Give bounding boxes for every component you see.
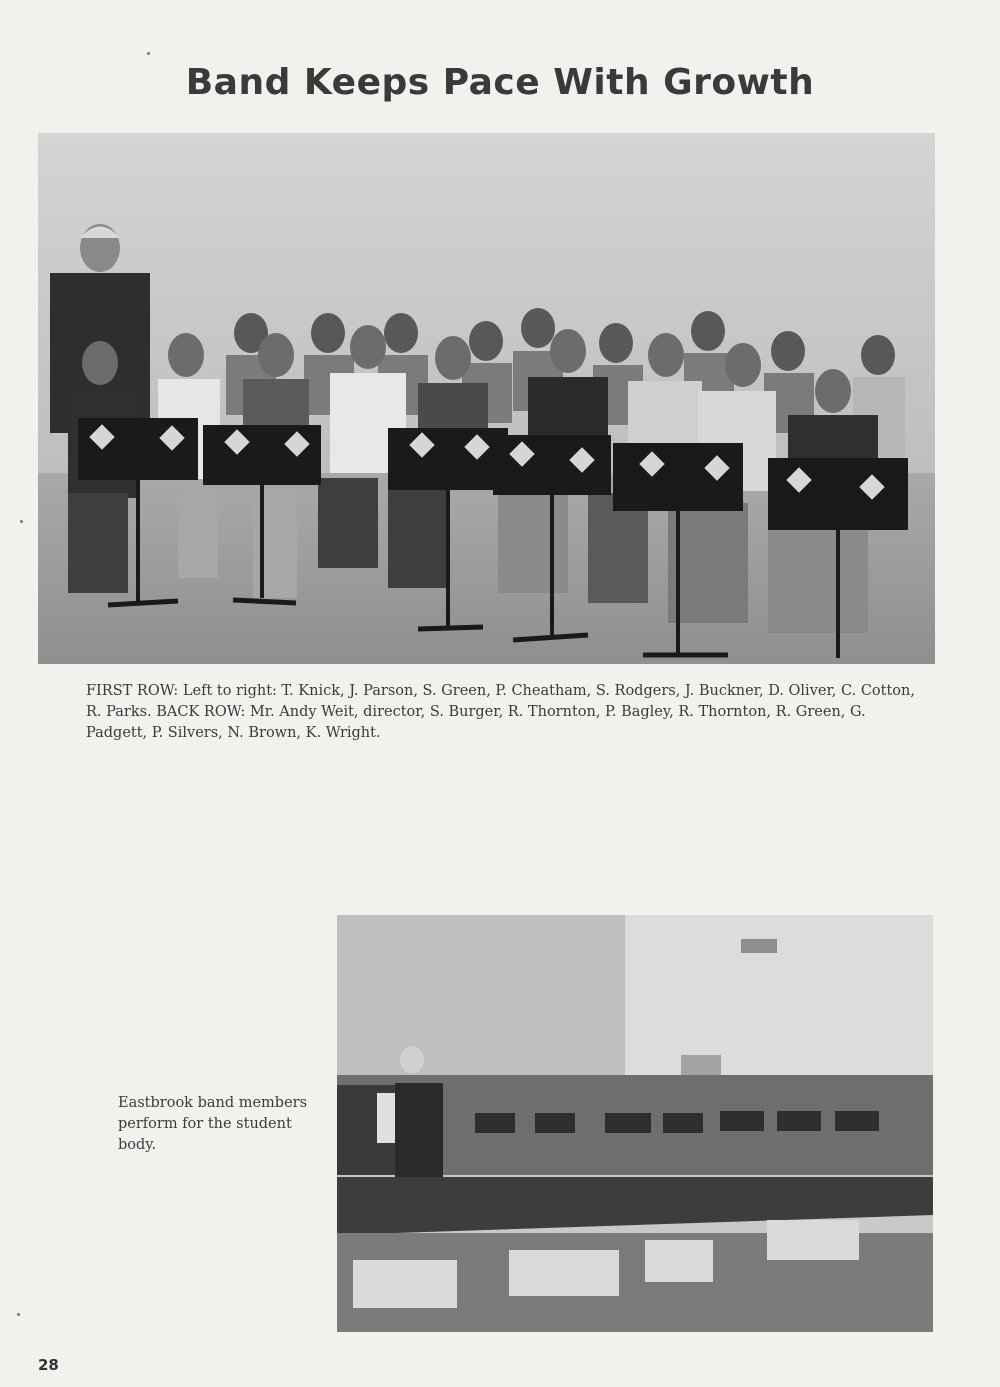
- stage-performance-photo: [337, 915, 933, 1332]
- band-group-caption: FIRST ROW: Left to right: T. Knick, J. Parson, S. Green, P. Cheatham, S. Rodgers, J. Buckner, D. Oliver, C. Cotton, R. Parks. BACK ROW: Mr. Andy Weit, director, S. Burger, R. Thornton, P. Bagley, R. Thornton, R. Green, G. Padgett, P. Silvers, N. Brown, K. Wright.: [86, 683, 915, 741]
- band-group-photo-image: [38, 133, 935, 664]
- band-group-photo: [38, 133, 935, 664]
- page-title: Band Keeps Pace With Growth: [185, 62, 815, 103]
- paper-speck: [147, 52, 150, 55]
- page-number: 28: [38, 1356, 59, 1374]
- stage-performance-photo-image: [337, 915, 933, 1332]
- paper-speck: [20, 520, 23, 523]
- stage-performance-caption: Eastbrook band members perform for the student body.: [118, 1095, 308, 1153]
- paper-speck: [17, 1313, 20, 1316]
